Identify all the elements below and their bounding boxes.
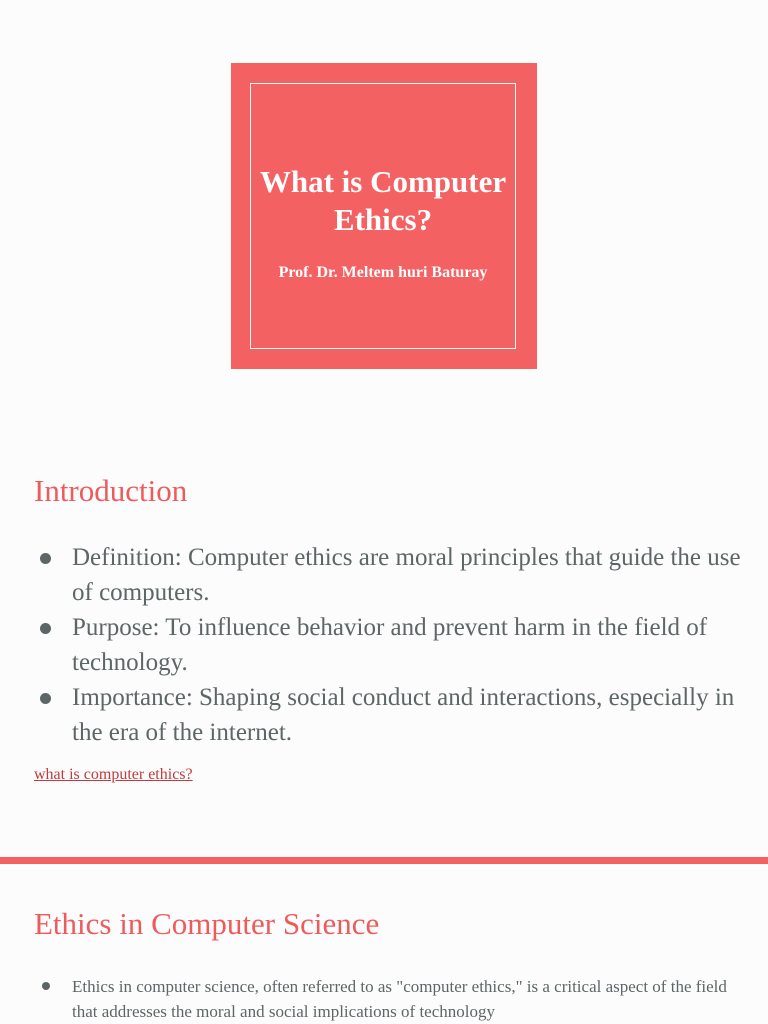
title-card (231, 63, 537, 369)
bullet-icon (40, 553, 51, 564)
introduction-heading: Introduction (34, 473, 188, 508)
list-item (34, 974, 734, 1024)
list-item-text: Ethics in computer science, often referred to as "computer ethics," is a critical aspect of the field that addresses the moral and social implications of technology (72, 977, 727, 1021)
bullet-icon (40, 623, 51, 634)
introduction-list (34, 540, 744, 750)
list-item (34, 610, 744, 680)
ethics-in-cs-list (34, 974, 734, 1024)
title-card-frame (250, 83, 516, 349)
list-item (34, 680, 744, 750)
bullet-icon (42, 982, 50, 990)
list-item-text: Definition: Computer ethics are moral principles that guide the use of computers. (72, 544, 741, 606)
what-is-computer-ethics-link[interactable]: what is computer ethics? (34, 766, 193, 783)
ethics-in-cs-heading: Ethics in Computer Science (34, 906, 380, 941)
list-item-text: Purpose: To influence behavior and prevent harm in the field of technology. (72, 614, 708, 676)
list-item (34, 540, 744, 610)
bullet-icon (40, 693, 51, 704)
section-divider (0, 857, 768, 864)
list-item-text: Importance: Shaping social conduct and interactions, especially in the era of the internet. (72, 684, 735, 746)
document-title: What is Computer Ethics? (259, 164, 507, 237)
author-name: Prof. Dr. Meltem huri Baturay (278, 264, 488, 281)
